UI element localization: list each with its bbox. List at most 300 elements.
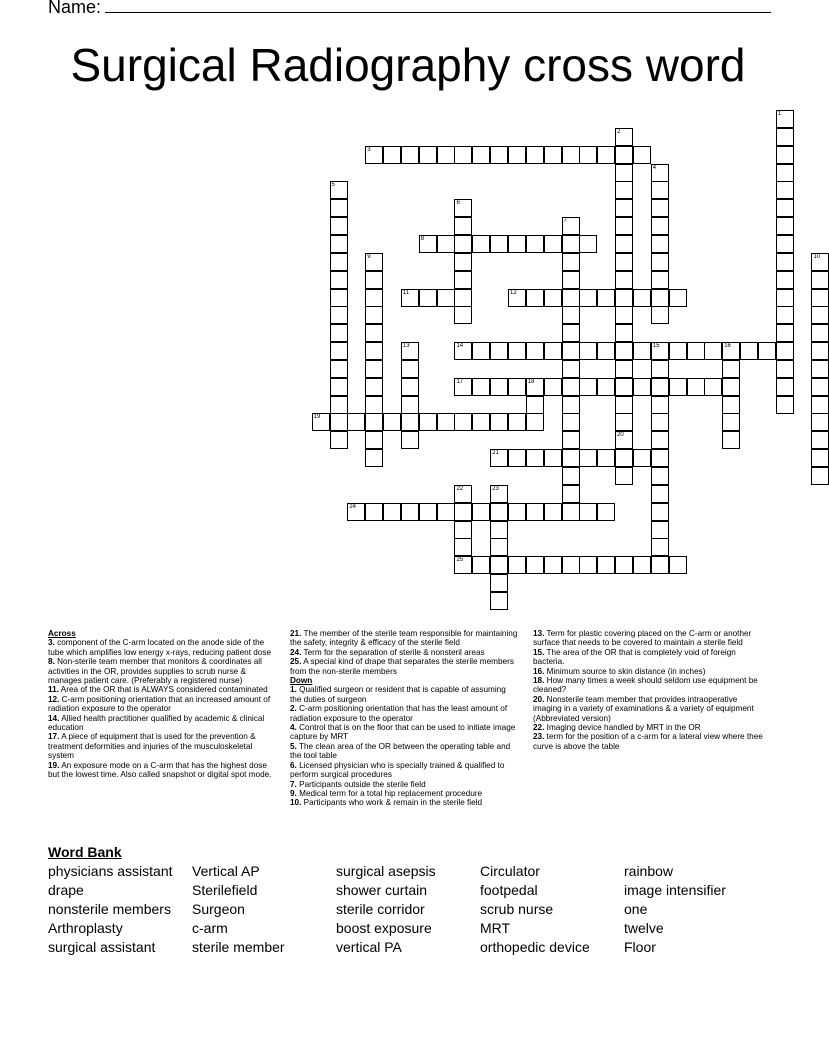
crossword-cell[interactable] — [454, 521, 472, 539]
crossword-cell[interactable] — [419, 413, 437, 431]
crossword-cell[interactable] — [562, 378, 580, 396]
word-bank-item: footpedal — [480, 882, 538, 898]
crossword-cell[interactable] — [597, 556, 615, 574]
crossword-cell[interactable] — [312, 413, 330, 431]
crossword-cell[interactable] — [365, 289, 383, 307]
crossword-cell[interactable] — [651, 342, 669, 360]
crossword-cell[interactable] — [615, 413, 633, 431]
clue-item-text: The member of the sterile team responsible for maintaining the safety, integrity & efficacy of the sterile field — [290, 629, 518, 648]
crossword-cell[interactable] — [365, 306, 383, 324]
crossword-cell[interactable] — [615, 431, 633, 449]
crossword-cell[interactable] — [490, 485, 508, 503]
crossword-cell[interactable] — [651, 521, 669, 539]
crossword-cell[interactable] — [704, 378, 722, 396]
crossword-cell[interactable] — [454, 503, 472, 521]
clue-number: 17 — [456, 378, 464, 385]
crossword-cell[interactable] — [615, 467, 633, 485]
crossword-cell[interactable] — [454, 146, 472, 164]
crossword-cell[interactable] — [526, 146, 544, 164]
crossword-cell[interactable] — [544, 146, 562, 164]
crossword-cell[interactable] — [615, 128, 633, 146]
crossword-cell[interactable] — [776, 306, 794, 324]
crossword-cell[interactable] — [776, 324, 794, 342]
crossword-cell[interactable] — [508, 146, 526, 164]
clue-item-text: Nonsterile team member that provides intraoperative imaging in a variety of examinations & a variety of equipment (Abbreviated version) — [533, 694, 754, 723]
crossword-cell[interactable] — [722, 396, 740, 414]
crossword-cell[interactable] — [579, 503, 597, 521]
crossword-cell[interactable] — [776, 146, 794, 164]
crossword-cell[interactable] — [490, 556, 508, 574]
crossword-cell[interactable] — [758, 342, 776, 360]
crossword-cell[interactable] — [811, 467, 829, 485]
crossword-cell[interactable] — [615, 271, 633, 289]
crossword-cell[interactable] — [651, 289, 669, 307]
crossword-cell[interactable] — [651, 485, 669, 503]
clue-item — [48, 657, 278, 685]
crossword-cell[interactable] — [544, 449, 562, 467]
clue-item-number: 5. — [290, 741, 297, 751]
crossword-cell[interactable] — [454, 378, 472, 396]
clue-item-number: 16. — [533, 666, 545, 676]
crossword-cell[interactable] — [562, 253, 580, 271]
crossword-cell[interactable] — [651, 503, 669, 521]
crossword-cell[interactable] — [419, 235, 437, 253]
crossword-cell[interactable] — [651, 306, 669, 324]
crossword-cell[interactable] — [615, 342, 633, 360]
crossword-cell[interactable] — [669, 378, 687, 396]
crossword-cell[interactable] — [579, 342, 597, 360]
crossword-cell[interactable] — [490, 342, 508, 360]
clue-item-number: 11. — [48, 685, 59, 695]
crossword-cell[interactable] — [383, 413, 401, 431]
clue-number: 13 — [402, 343, 410, 350]
crossword-cell[interactable] — [454, 485, 472, 503]
crossword-cell[interactable] — [651, 378, 669, 396]
crossword-cell[interactable] — [472, 146, 490, 164]
crossword-cell[interactable] — [562, 342, 580, 360]
crossword-cell[interactable] — [562, 396, 580, 414]
crossword-cell[interactable] — [687, 378, 705, 396]
crossword-cell[interactable] — [776, 289, 794, 307]
crossword-cell[interactable] — [651, 467, 669, 485]
crossword-cell[interactable] — [811, 378, 829, 396]
crossword-cell[interactable] — [330, 181, 348, 199]
clue-item-number: 2. — [290, 704, 297, 714]
crossword-cell[interactable] — [472, 342, 490, 360]
crossword-cell[interactable] — [740, 342, 758, 360]
crossword-cell[interactable] — [776, 235, 794, 253]
crossword-cell[interactable] — [615, 181, 633, 199]
crossword-cell[interactable] — [401, 146, 419, 164]
crossword-cell[interactable] — [401, 342, 419, 360]
crossword-cell[interactable] — [562, 289, 580, 307]
word-bank-item: nonsterile members — [48, 901, 171, 917]
crossword-cell[interactable] — [454, 306, 472, 324]
crossword-cell[interactable] — [633, 342, 651, 360]
crossword-cell[interactable] — [562, 306, 580, 324]
crossword-cell[interactable] — [544, 289, 562, 307]
clue-item — [533, 676, 765, 695]
crossword-cell[interactable] — [776, 199, 794, 217]
crossword-cell[interactable] — [401, 360, 419, 378]
crossword-cell[interactable] — [562, 413, 580, 431]
word-bank-item: sterile corridor — [336, 901, 425, 917]
crossword-cell[interactable] — [615, 306, 633, 324]
crossword-cell[interactable] — [454, 556, 472, 574]
clue-item-text: Allied health practitioner qualified by academic & clinical education — [48, 713, 265, 733]
clue-item-text: A piece of equipment that is used for the prevention & treatment deformities and injuries of the musculoskeletal system — [48, 732, 256, 761]
crossword-cell[interactable] — [490, 378, 508, 396]
crossword-cell[interactable] — [597, 449, 615, 467]
crossword-cell[interactable] — [579, 378, 597, 396]
crossword-cell[interactable] — [454, 235, 472, 253]
crossword-cell[interactable] — [562, 146, 580, 164]
clue-item-text: Non-sterile team member that monitors & coordinates all activities in the OR, provides supplies to scrub nurse & manages patient care. (Preferably a registered nurse) — [48, 657, 262, 686]
crossword-cell[interactable] — [633, 449, 651, 467]
crossword-cell[interactable] — [490, 592, 508, 610]
crossword-cell[interactable] — [490, 521, 508, 539]
crossword-cell[interactable] — [615, 556, 633, 574]
crossword-cell[interactable] — [544, 342, 562, 360]
crossword-cell[interactable] — [490, 413, 508, 431]
crossword-cell[interactable] — [437, 289, 455, 307]
clue-item-number: 3. — [48, 638, 55, 648]
crossword-cell[interactable] — [615, 324, 633, 342]
clue-item — [533, 695, 765, 723]
crossword-cell[interactable] — [811, 449, 829, 467]
crossword-cell[interactable] — [562, 360, 580, 378]
clue-item-text: Control that is on the floor that can be used to initiate image capture by MRT — [290, 723, 516, 742]
crossword-cell[interactable] — [651, 556, 669, 574]
crossword-cell[interactable] — [776, 128, 794, 146]
crossword-cell[interactable] — [365, 146, 383, 164]
crossword-cell[interactable] — [526, 556, 544, 574]
crossword-cell[interactable] — [508, 556, 526, 574]
crossword-cell[interactable] — [454, 199, 472, 217]
crossword-cell[interactable] — [365, 342, 383, 360]
crossword-cell[interactable] — [347, 503, 365, 521]
crossword-cell[interactable] — [383, 503, 401, 521]
crossword-cell[interactable] — [490, 503, 508, 521]
clue-item-text: Participants outside the sterile field — [296, 779, 426, 789]
crossword-cell[interactable] — [669, 342, 687, 360]
crossword-cell[interactable] — [722, 413, 740, 431]
crossword-cell[interactable] — [437, 503, 455, 521]
clue-item — [533, 648, 765, 667]
crossword-cell[interactable] — [508, 289, 526, 307]
crossword-cell[interactable] — [579, 449, 597, 467]
crossword-cell[interactable] — [544, 235, 562, 253]
crossword-cell[interactable] — [383, 146, 401, 164]
crossword-cell[interactable] — [722, 378, 740, 396]
crossword-cell[interactable] — [597, 342, 615, 360]
word-bank-item: Floor — [624, 939, 656, 955]
crossword-cell[interactable] — [401, 413, 419, 431]
crossword-cell[interactable] — [615, 164, 633, 182]
crossword-cell[interactable] — [330, 306, 348, 324]
crossword-cell[interactable] — [330, 324, 348, 342]
clue-number: 12 — [510, 289, 517, 296]
crossword-cell[interactable] — [633, 556, 651, 574]
crossword-cell[interactable] — [722, 342, 740, 360]
crossword-cell[interactable] — [330, 360, 348, 378]
crossword-cell[interactable] — [526, 413, 544, 431]
crossword-cell[interactable] — [454, 289, 472, 307]
crossword-cell[interactable] — [776, 253, 794, 271]
clue-column-3 — [533, 629, 765, 751]
crossword-cell[interactable] — [776, 181, 794, 199]
crossword-cell[interactable] — [365, 431, 383, 449]
crossword-cell[interactable] — [472, 235, 490, 253]
crossword-cell[interactable] — [615, 217, 633, 235]
clue-item-text: C-arm positioning orientation that has the least amount of radiation exposure to the operator — [290, 704, 508, 723]
clue-number: 21 — [492, 450, 499, 457]
clue-number: 20 — [617, 432, 624, 439]
crossword-cell[interactable] — [615, 235, 633, 253]
crossword-cell[interactable] — [651, 360, 669, 378]
crossword-cell[interactable] — [562, 271, 580, 289]
crossword-cell[interactable] — [472, 556, 490, 574]
crossword-cell[interactable] — [330, 217, 348, 235]
crossword-cell[interactable] — [544, 503, 562, 521]
crossword-cell[interactable] — [776, 378, 794, 396]
crossword-cell[interactable] — [365, 503, 383, 521]
crossword-cell[interactable] — [651, 271, 669, 289]
crossword-cell[interactable] — [365, 449, 383, 467]
crossword-cell[interactable] — [562, 449, 580, 467]
crossword-cell[interactable] — [508, 413, 526, 431]
crossword-cell[interactable] — [330, 378, 348, 396]
clue-list-across-2 — [290, 629, 518, 676]
crossword-cell[interactable] — [365, 413, 383, 431]
crossword-cell[interactable] — [597, 289, 615, 307]
word-bank-item: boost exposure — [336, 920, 432, 936]
crossword-cell[interactable] — [811, 413, 829, 431]
crossword-cell[interactable] — [526, 396, 544, 414]
crossword-cell[interactable] — [454, 413, 472, 431]
crossword-cell[interactable] — [490, 449, 508, 467]
crossword-cell[interactable] — [526, 378, 544, 396]
crossword-cell[interactable] — [526, 449, 544, 467]
crossword-cell[interactable] — [651, 199, 669, 217]
crossword-cell[interactable] — [562, 217, 580, 235]
word-bank-column — [624, 862, 726, 957]
crossword-cell[interactable] — [651, 181, 669, 199]
crossword-cell[interactable] — [562, 324, 580, 342]
crossword-cell[interactable] — [669, 289, 687, 307]
crossword-cell[interactable] — [633, 378, 651, 396]
clue-item-number: 4. — [290, 723, 297, 733]
crossword-cell[interactable] — [437, 413, 455, 431]
crossword-cell[interactable] — [437, 146, 455, 164]
crossword-cell[interactable] — [811, 431, 829, 449]
crossword-cell[interactable] — [330, 199, 348, 217]
crossword-cell[interactable] — [562, 467, 580, 485]
crossword-cell[interactable] — [562, 556, 580, 574]
clue-item — [48, 695, 278, 714]
clue-number: 24 — [349, 503, 357, 510]
crossword-cell[interactable] — [811, 289, 829, 307]
crossword-cell[interactable] — [651, 217, 669, 235]
crossword-cell[interactable] — [776, 396, 794, 414]
crossword-cell[interactable] — [365, 360, 383, 378]
crossword-cell[interactable] — [811, 306, 829, 324]
clue-number: 15 — [652, 343, 660, 350]
crossword-cell[interactable] — [490, 146, 508, 164]
crossword-cell[interactable] — [330, 431, 348, 449]
clue-item-text: Medical term for a total hip replacement procedure — [296, 788, 483, 798]
crossword-cell[interactable] — [579, 235, 597, 253]
clue-item-text: Area of the OR that is ALWAYS considered contaminated — [58, 685, 268, 695]
clue-item-number: 18. — [533, 676, 545, 686]
clue-item-number: 15. — [533, 647, 545, 657]
crossword-cell[interactable] — [651, 235, 669, 253]
crossword-cell[interactable] — [776, 164, 794, 182]
crossword-cell[interactable] — [454, 217, 472, 235]
crossword-cell[interactable] — [454, 538, 472, 556]
crossword-cell[interactable] — [365, 324, 383, 342]
word-bank-item: shower curtain — [336, 882, 428, 898]
crossword-cell[interactable] — [687, 342, 705, 360]
crossword-cell[interactable] — [722, 360, 740, 378]
crossword-cell[interactable] — [651, 431, 669, 449]
crossword-cell[interactable] — [615, 360, 633, 378]
word-bank-item: one — [624, 901, 648, 917]
crossword-cell[interactable] — [811, 253, 829, 271]
crossword-cell[interactable] — [776, 360, 794, 378]
crossword-cell[interactable] — [508, 342, 526, 360]
crossword-cell[interactable] — [365, 271, 383, 289]
crossword-cell[interactable] — [669, 556, 687, 574]
crossword-cell[interactable] — [330, 413, 348, 431]
crossword-cell[interactable] — [651, 396, 669, 414]
crossword-cell[interactable] — [330, 342, 348, 360]
word-bank-title: Word Bank — [48, 844, 122, 860]
crossword-cell[interactable] — [811, 360, 829, 378]
crossword-cell[interactable] — [490, 574, 508, 592]
crossword-cell[interactable] — [615, 253, 633, 271]
crossword-cell[interactable] — [330, 235, 348, 253]
crossword-cell[interactable] — [811, 342, 829, 360]
crossword-cell[interactable] — [651, 449, 669, 467]
clue-number: 3 — [367, 146, 371, 153]
crossword-cell[interactable] — [365, 378, 383, 396]
crossword-cell[interactable] — [615, 146, 633, 164]
word-bank-column — [48, 862, 173, 957]
clue-number: 9 — [367, 253, 371, 260]
word-bank-item: orthopedic device — [480, 939, 590, 955]
crossword-cell[interactable] — [597, 503, 615, 521]
crossword-cell[interactable] — [615, 289, 633, 307]
crossword-cell[interactable] — [704, 342, 722, 360]
crossword-cell[interactable] — [544, 378, 562, 396]
crossword-cell[interactable] — [597, 146, 615, 164]
crossword-cell[interactable] — [401, 289, 419, 307]
crossword-cell[interactable] — [401, 431, 419, 449]
crossword-cell[interactable] — [330, 271, 348, 289]
crossword-cell[interactable] — [419, 289, 437, 307]
crossword-cell[interactable] — [347, 413, 365, 431]
crossword-cell[interactable] — [490, 538, 508, 556]
crossword-cell[interactable] — [454, 271, 472, 289]
clue-item-text: Term for the separation of sterile & nonsteril areas — [301, 647, 485, 657]
crossword-cell[interactable] — [776, 342, 794, 360]
word-bank-item: c-arm — [192, 920, 228, 936]
crossword-cell[interactable] — [776, 271, 794, 289]
crossword-cell[interactable] — [454, 342, 472, 360]
crossword-cell[interactable] — [651, 538, 669, 556]
crossword-cell[interactable] — [811, 271, 829, 289]
crossword-cell[interactable] — [365, 396, 383, 414]
crossword-cell[interactable] — [562, 431, 580, 449]
crossword-cell[interactable] — [562, 485, 580, 503]
crossword-cell[interactable] — [508, 235, 526, 253]
crossword-cell[interactable] — [651, 413, 669, 431]
clue-item — [48, 714, 278, 733]
crossword-cell[interactable] — [722, 431, 740, 449]
crossword-cell[interactable] — [526, 503, 544, 521]
crossword-cell[interactable] — [419, 146, 437, 164]
crossword-cell[interactable] — [633, 146, 651, 164]
crossword-cell[interactable] — [330, 289, 348, 307]
crossword-cell[interactable] — [508, 449, 526, 467]
crossword-cell[interactable] — [419, 503, 437, 521]
word-bank-item: Arthroplasty — [48, 920, 123, 936]
crossword-cell[interactable] — [401, 378, 419, 396]
crossword-cell[interactable] — [615, 199, 633, 217]
crossword-cell[interactable] — [651, 164, 669, 182]
crossword-cell[interactable] — [330, 396, 348, 414]
crossword-cell[interactable] — [615, 449, 633, 467]
crossword-cell[interactable] — [508, 378, 526, 396]
crossword-cell[interactable] — [526, 289, 544, 307]
crossword-cell[interactable] — [472, 413, 490, 431]
crossword-cell[interactable] — [651, 253, 669, 271]
crossword-cell[interactable] — [615, 378, 633, 396]
crossword-cell[interactable] — [562, 235, 580, 253]
crossword-cell[interactable] — [615, 396, 633, 414]
crossword-cell[interactable] — [508, 503, 526, 521]
crossword-cell[interactable] — [811, 396, 829, 414]
crossword-cell[interactable] — [633, 289, 651, 307]
crossword-cell[interactable] — [544, 556, 562, 574]
crossword-cell[interactable] — [490, 235, 508, 253]
word-bank-item: drape — [48, 882, 84, 898]
crossword-cell[interactable] — [472, 503, 490, 521]
crossword-cell[interactable] — [330, 253, 348, 271]
clue-number: 19 — [313, 414, 321, 421]
crossword-cell[interactable] — [562, 503, 580, 521]
crossword-cell[interactable] — [526, 342, 544, 360]
crossword-cell[interactable] — [776, 110, 794, 128]
clue-item — [290, 704, 518, 723]
crossword-cell[interactable] — [597, 378, 615, 396]
crossword-cell[interactable] — [401, 503, 419, 521]
crossword-cell[interactable] — [472, 378, 490, 396]
crossword-cell[interactable] — [401, 396, 419, 414]
crossword-cell[interactable] — [454, 253, 472, 271]
crossword-cell[interactable] — [437, 235, 455, 253]
crossword-cell[interactable] — [579, 146, 597, 164]
clue-item-text: component of the C-arm located on the anode side of the tube which amplifies low energy x-rays, reducing patient dose — [48, 638, 271, 657]
word-bank-item: surgical assistant — [48, 939, 156, 955]
crossword-cell[interactable] — [579, 556, 597, 574]
crossword-cell[interactable] — [811, 324, 829, 342]
crossword-cell[interactable] — [579, 289, 597, 307]
crossword-cell[interactable] — [776, 217, 794, 235]
crossword-cell[interactable] — [365, 253, 383, 271]
crossword-cell[interactable] — [526, 235, 544, 253]
